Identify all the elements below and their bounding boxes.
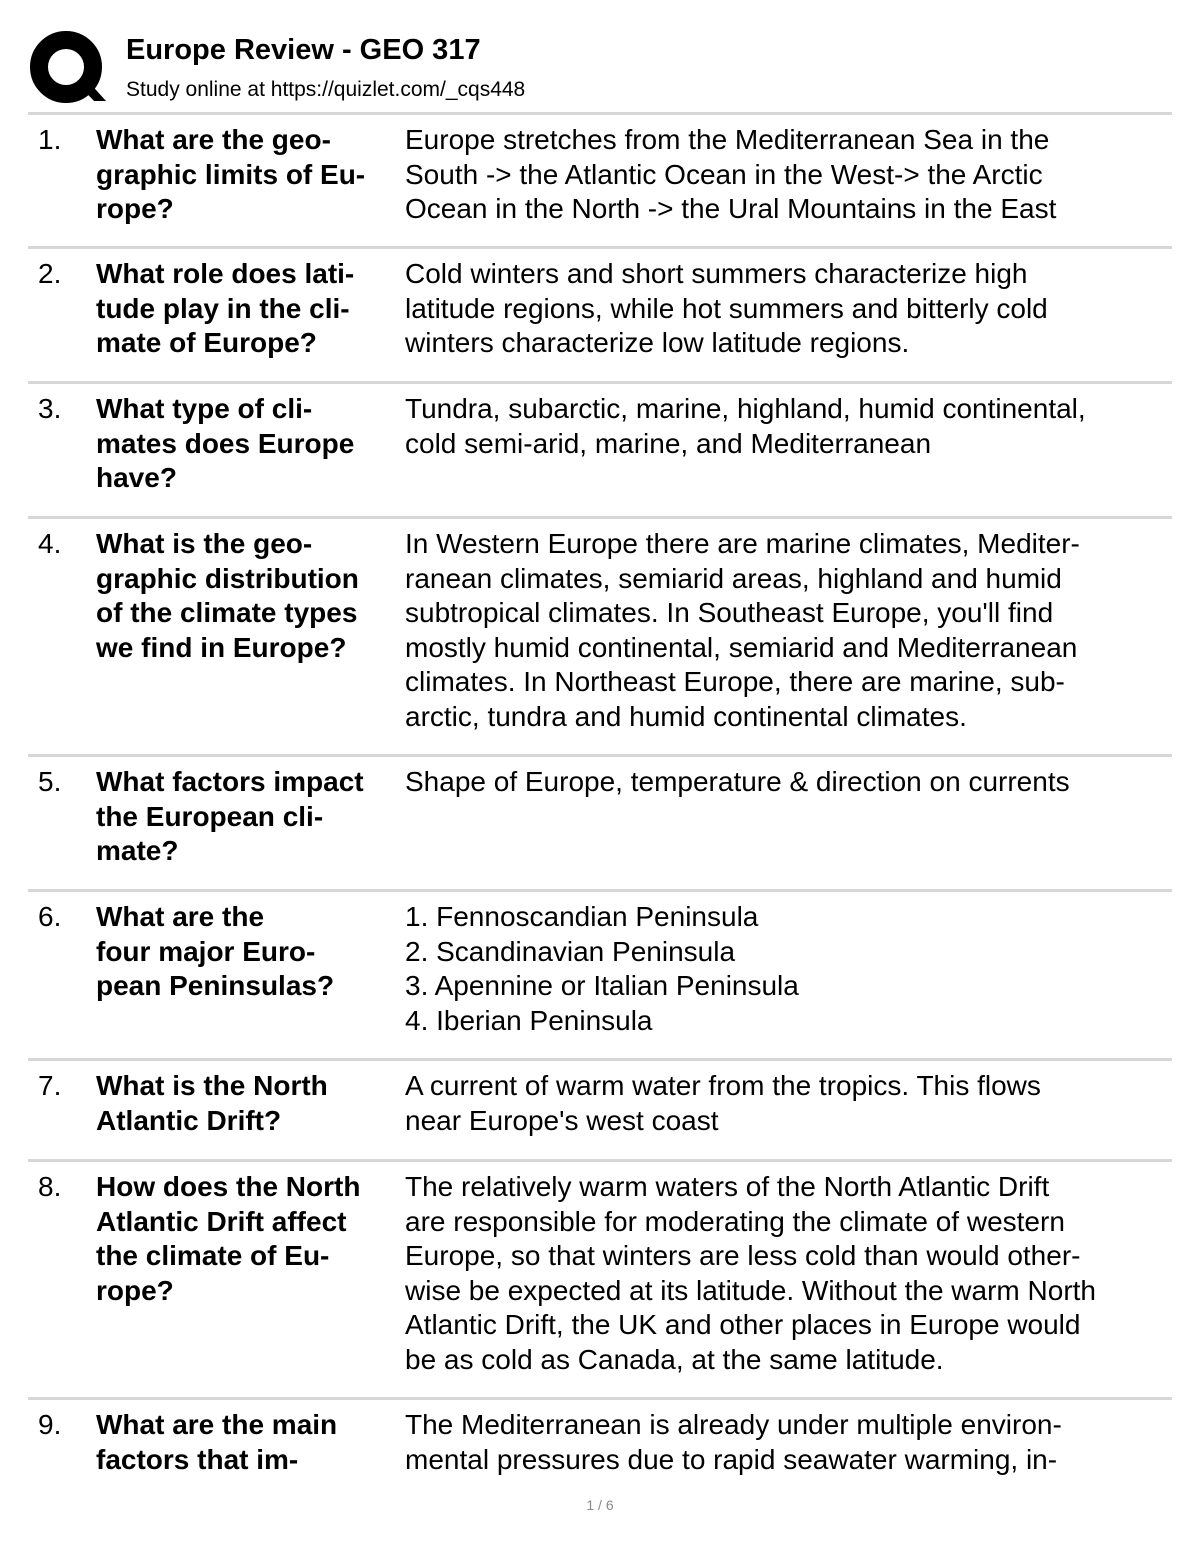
card-divider [28,754,1172,757]
term-line: have? [96,462,177,493]
card-definition [405,765,1165,800]
card-definition [405,1069,1165,1138]
card-term [96,257,396,361]
card-definition [405,392,1165,461]
card-number: 4. [38,528,62,559]
card-number: 3. [38,393,62,424]
page-title: Europe Review - GEO 317 [126,34,481,66]
definition-line: Ocean in the North -> the Ural Mountains in the East [405,193,1057,224]
term-line: What factors impact [96,766,364,797]
definition-line: The Mediterranean is already under multiple environ- [405,1409,1062,1440]
definition-line: are responsible for moderating the climate of western [405,1205,1065,1237]
card-definition [405,1408,1165,1477]
term-line: What is the geo- [96,528,313,559]
definition-line: wise be expected at its latitude. Without the warm North [405,1274,1096,1306]
card-divider [28,1159,1172,1162]
definition-line: The relatively warm waters of the North Atlantic Drift [405,1171,1050,1202]
card-definition [405,257,1165,361]
card-number: 7. [38,1070,62,1101]
card-divider [28,246,1172,249]
card-divider [28,381,1172,384]
card-divider [28,1397,1172,1400]
term-line: rope? [96,1274,174,1306]
definition-line: Atlantic Drift, the UK and other places in Europe would [405,1309,1081,1340]
term-line: tude play in the cli- [96,292,350,324]
term-line: What are the geo- [96,124,331,155]
term-line: pean Peninsulas? [96,970,335,1001]
term-line: mates does Europe [96,427,355,459]
definition-line: 2. Scandinavian Peninsula [405,935,736,967]
definition-line: be as cold as Canada, at the same latitude. [405,1343,944,1375]
card-term [96,392,396,496]
card-definition [405,1170,1165,1377]
term-line: rope? [96,193,174,224]
card-term [96,1069,396,1138]
definition-line: cold semi-arid, marine, and Mediterranean [405,427,932,459]
definition-line: Tundra, subarctic, marine, highland, humid continental, [405,393,1086,424]
definition-line: climates. In Northeast Europe, there are marine, sub- [405,666,1065,697]
term-line: factors that im- [96,1443,299,1475]
definition-line: Cold winters and short summers characterize high [405,258,1028,289]
document-header [28,26,1172,112]
card-divider [28,112,1172,115]
card-term [96,900,396,1004]
card-divider [28,1058,1172,1061]
term-line: mate? [96,835,179,866]
term-line: What is the North [96,1070,328,1101]
card-definition [405,527,1165,734]
definition-line: Europe stretches from the Mediterranean Sea in the [405,124,1050,155]
card-divider [28,889,1172,892]
card-definition [405,123,1165,227]
definition-line: In Western Europe there are marine climates, Mediter- [405,528,1080,559]
card-number: 5. [38,766,62,797]
term-line: we find in Europe? [96,631,347,663]
definition-line: ranean climates, semiarid areas, highland and humid [405,562,1062,594]
definition-line: Shape of Europe, temperature & direction on currents [405,766,1070,797]
card-term [96,1170,396,1308]
term-line: graphic limits of Eu- [96,158,366,190]
term-line: graphic distribution [96,562,359,594]
definition-line: A current of warm water from the tropics. This flows [405,1070,1041,1101]
definition-line: latitude regions, while hot summers and bitterly cold [405,292,1048,324]
definition-line: mostly humid continental, semiarid and Mediterranean [405,631,1078,663]
term-line: the European cli- [96,800,324,832]
card-number: 2. [38,258,62,289]
card-term [96,765,396,869]
term-line: How does the North [96,1171,361,1202]
term-line: What are the [96,901,265,932]
card-term [96,1408,396,1477]
card-term [96,527,396,665]
definition-line: Europe, so that winters are less cold than would other- [405,1240,1081,1271]
term-line: What are the main [96,1409,338,1440]
definition-line: winters characterize low latitude regions. [405,327,910,358]
card-number: 6. [38,901,62,932]
term-line: Atlantic Drift affect [96,1205,347,1237]
term-line: Atlantic Drift? [96,1104,282,1136]
quizlet-q-logo-icon [28,30,108,106]
definition-line: near Europe's west coast [405,1104,719,1136]
definition-line: 1. Fennoscandian Peninsula [405,901,759,932]
definition-line: mental pressures due to rapid seawater warming, in- [405,1443,1058,1475]
card-number: 1. [38,124,62,155]
term-line: four major Euro- [96,935,316,967]
definition-line: 4. Iberian Peninsula [405,1004,653,1036]
term-line: the climate of Eu- [96,1240,330,1271]
card-number: 8. [38,1171,62,1202]
term-line: mate of Europe? [96,327,317,358]
card-definition [405,900,1165,1038]
term-line: What type of cli- [96,393,313,424]
page-number: 1 / 6 [586,1497,614,1513]
definition-line: 3. Apennine or Italian Peninsula [405,970,799,1001]
term-line: What role does lati- [96,258,355,289]
card-term [96,123,396,227]
card-number: 9. [38,1409,62,1440]
definition-line: South -> the Atlantic Ocean in the West-> the Arctic [405,158,1043,190]
definition-line: subtropical climates. In Southeast Europe, you'll find [405,597,1054,628]
study-link-text: Study online at https://quizlet.com/_cqs448 [126,78,526,101]
term-line: of the climate types [96,597,358,628]
definition-line: arctic, tundra and humid continental climates. [405,700,967,732]
card-divider [28,516,1172,519]
